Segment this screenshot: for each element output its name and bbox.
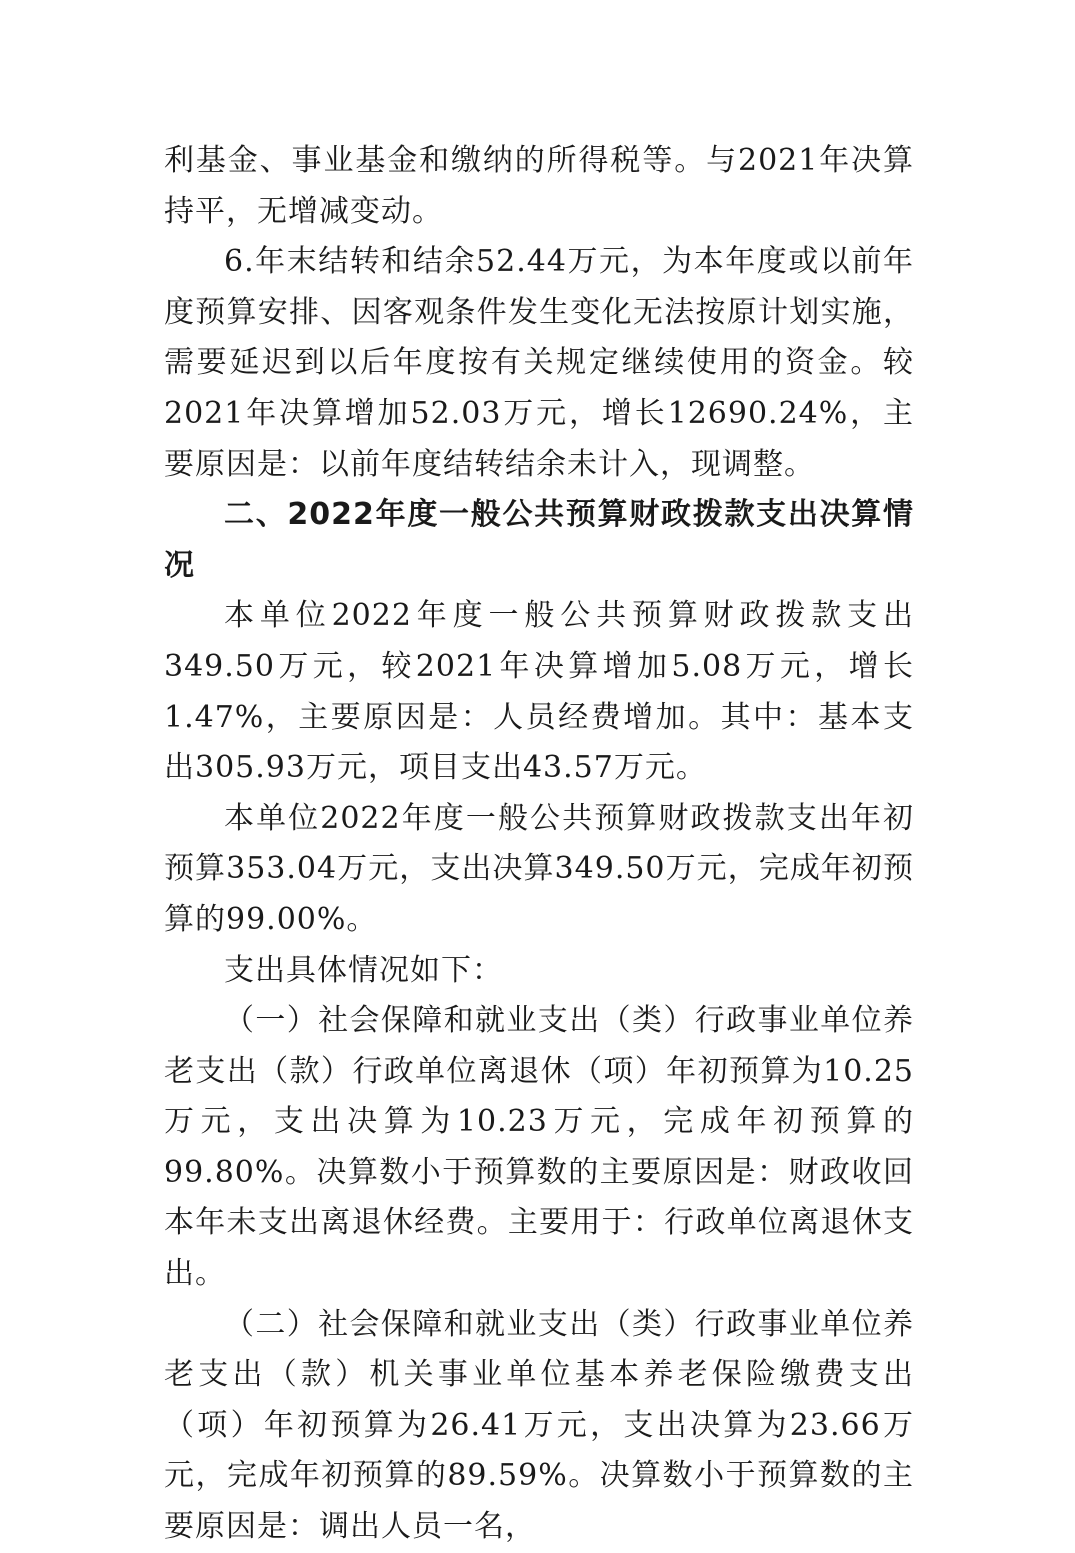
paragraph-8: （二）社会保障和就业支出（类）行政事业单位养老支出（款）机关事业单位基本养老保险缴费支出（项）年初预算为26.41万元，支出决算为23.66万元，完成年初预算的89.59%。决算数小于预算数的主要原因是：调出人员一名， <box>164 1306 914 1545</box>
paragraph-6: 支出具体情况如下： <box>224 952 503 988</box>
paragraph-2: 6.年末结转和结余52.44万元，为本年度或以前年度预算安排、因客观条件发生变化无法按原计划实施，需要延迟到以后年度按有关规定继续使用的资金。较2021年决算增加52.03万元，增长12690.24%，主要原因是：以前年度结转结余未计入，现调整。 <box>164 244 914 482</box>
paragraph-7: （一）社会保障和就业支出（类）行政事业单位养老支出（款）行政单位离退休（项）年初预算为10.25万元，支出决算为10.23万元，完成年初预算的99.80%。决算数小于预算数的主要原因是：财政收回本年未支出离退休经费。主要用于：行政单位离退休支出。 <box>164 1003 914 1292</box>
paragraph-5: 本单位2022年度一般公共预算财政拨款支出年初预算353.04万元，支出决算349.50万元，完成年初预算的99.00%。 <box>164 800 914 937</box>
paragraph-4: 本单位2022年度一般公共预算财政拨款支出349.50万元，较2021年决算增加5.08万元，增长1.47%，主要原因是：人员经费增加。其中：基本支出305.93万元，项目支出43.57万元。 <box>164 598 914 786</box>
section-heading: 二、2022年度一般公共预算财政拨款支出决算情况 <box>164 497 914 583</box>
paragraph-1: 利基金、事业基金和缴纳的所得税等。与2021年决算持平，无增减变动。 <box>164 143 914 229</box>
document-body <box>164 136 914 1553</box>
